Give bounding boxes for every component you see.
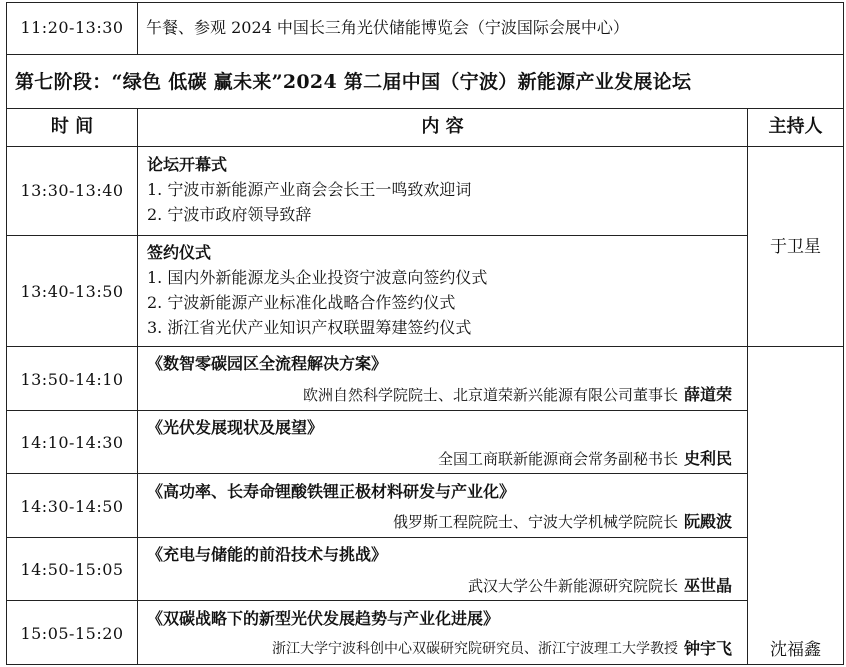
speaker-name: 史利民 [684, 449, 733, 468]
row-item: 1. 国内外新能源龙头企业投资宁波意向签约仪式 [147, 268, 488, 287]
speaker-name: 薛道荣 [684, 385, 733, 404]
speaker-name: 钟宇飞 [684, 639, 733, 658]
row-item: 3. 浙江省光伏产业知识产权联盟筹建签约仪式 [147, 318, 472, 337]
rule [6, 235, 747, 236]
rule [747, 108, 748, 665]
row-title: 签约仪式 [147, 243, 212, 262]
row-title: 论坛开幕式 [147, 155, 228, 174]
talk-title: 《光伏发展现状及展望》 [147, 418, 324, 437]
speaker-affiliation: 武汉大学公牛新能源研究院院长 [467, 577, 678, 595]
top-row-content: 午餐、参观 2024 中国长三角光伏储能博览会（宁波国际会展中心） [146, 18, 629, 37]
rule [6, 664, 843, 665]
rule [6, 108, 843, 109]
rule [6, 146, 843, 147]
rule [6, 473, 747, 474]
rule [6, 600, 747, 601]
host-name: 沈福鑫 [770, 640, 821, 660]
speaker-affiliation: 全国工商联新能源商会常务副秘书长 [437, 450, 678, 468]
speaker-affiliation: 俄罗斯工程院院士、宁波大学机械学院院长 [392, 513, 678, 531]
top-row-time: 11:20-13:30 [20, 18, 124, 37]
rule [137, 2, 138, 55]
rule [843, 2, 844, 665]
row-time: 13:40-13:50 [20, 282, 124, 301]
row-time: 15:05-15:20 [20, 624, 124, 643]
row-item: 1. 宁波市新能源产业商会会长王一鸣致欢迎词 [147, 180, 472, 199]
stage-title: 第七阶段：“绿色 低碳 赢未来”2024 第二届中国（宁波）新能源产业发展论坛 [15, 71, 692, 93]
talk-title: 《双碳战略下的新型光伏发展趋势与产业化进展》 [147, 609, 500, 628]
rule [137, 108, 138, 665]
talk-title: 《数智零碳园区全流程解决方案》 [147, 354, 388, 373]
row-time: 14:50-15:05 [20, 560, 124, 579]
row-item: 2. 宁波市政府领导致辞 [147, 205, 312, 224]
speaker-name: 巫世晶 [684, 576, 733, 595]
talk-title: 《高功率、长寿命锂酸铁锂正极材料研发与产业化》 [147, 482, 516, 501]
speaker-name: 阮殿波 [684, 512, 733, 531]
header-host: 主持人 [768, 116, 823, 137]
row-time: 14:10-14:30 [20, 433, 124, 452]
rule [6, 346, 843, 347]
speaker-affiliation: 欧洲自然科学院院士、北京道荣新兴能源有限公司董事长 [302, 386, 678, 404]
talk-title: 《充电与储能的前沿技术与挑战》 [147, 545, 388, 564]
row-item: 2. 宁波新能源产业标准化战略合作签约仪式 [147, 293, 456, 312]
rule [6, 410, 747, 411]
rule [6, 54, 843, 55]
header-time: 时 间 [50, 116, 94, 137]
speaker-affiliation: 浙江大学宁波科创中心双碳研究院研究员、浙江宁波理工大学教授 [272, 641, 678, 657]
row-time: 13:30-13:40 [20, 181, 124, 200]
host-name: 于卫星 [770, 237, 821, 257]
row-time: 13:50-14:10 [20, 370, 124, 389]
rule [6, 2, 843, 3]
rule [6, 537, 747, 538]
header-content: 内 容 [421, 116, 464, 137]
row-time: 14:30-14:50 [20, 497, 124, 516]
rule [6, 2, 7, 665]
